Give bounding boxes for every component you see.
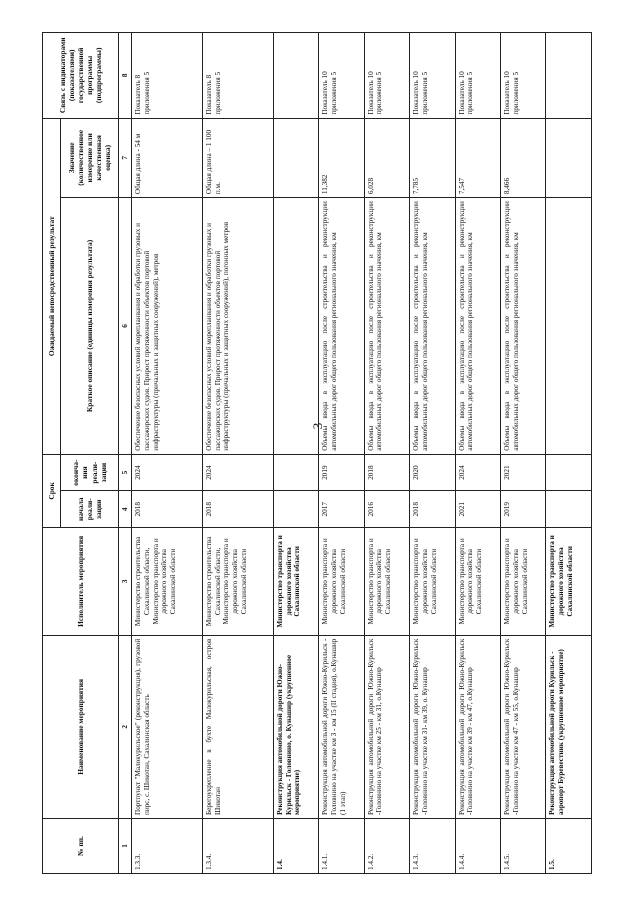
table-row (501, 33, 546, 874)
row-value (273, 118, 318, 197)
col-number: 2 (119, 635, 132, 818)
col-number: 8 (119, 33, 132, 119)
row-value: 6,028 (364, 118, 409, 197)
row-executor: Министерство транспорта и дорожного хозяйства Сахалинской области (273, 528, 318, 636)
row-link: Показатель 10 приложения 5 (410, 33, 455, 119)
row-start: 2018 (132, 491, 203, 528)
row-start: 2018 (202, 491, 273, 528)
row-end (273, 454, 318, 491)
row-link (546, 33, 592, 119)
header-term: Срок (43, 454, 61, 527)
table-row (132, 33, 203, 874)
page-number: 3 (310, 422, 325, 430)
row-value (546, 118, 592, 197)
row-executor: Министерство строительства Сахалинской области, Министерство транспорта и дорожного хозяйства Сахалинской области (132, 528, 203, 636)
row-end: 2018 (364, 454, 409, 491)
row-start: 2019 (501, 491, 546, 528)
row-name: Берегоукрепление в бухте Малокурильская, остров Шикотан (202, 635, 273, 818)
row-start (273, 491, 318, 528)
row-link: Показатель 8 приложения 5 (202, 33, 273, 119)
row-num: 1.5. (546, 819, 592, 874)
row-value: Общая длина – 1 100 п.м. (202, 118, 273, 197)
row-start: 2017 (319, 491, 364, 528)
rotated-page (42, 32, 592, 874)
row-name: Реконструкция автомобильной дороги Южно-Курильск - Головнино на участке км 3 - км 15 (II стадия), о.Кунашир (1 этап) (319, 635, 364, 818)
row-name: Реконструкция автомобильной дороги Южно-Курильск -Головнино на участке км 31- км 39, о. Кунашир (410, 635, 455, 818)
header-description: Краткое описание (единицы измерения результата) (61, 198, 119, 455)
row-end (546, 454, 592, 491)
row-description: Обеспечение безопасных условий морепланвания и обработки грузовых и пассажирских судов. Прирост протяженности объектов портовой инфраструктуры (причальных и защитных сооружений), погонных метров (202, 198, 273, 455)
row-end: 2024 (202, 454, 273, 491)
header-num: № пп. (43, 819, 119, 874)
table-row (364, 33, 409, 874)
row-num: 1.3.4. (202, 819, 273, 874)
row-start (546, 491, 592, 528)
row-link (273, 33, 318, 119)
row-end: 2019 (319, 454, 364, 491)
row-num: 1.4.4. (455, 819, 500, 874)
row-num: 1.3.3. (132, 819, 203, 874)
row-end: 2024 (132, 454, 203, 491)
row-description: Объемы ввода в эксплуатацию после строительства и реконструкции автомобильных дорог общего пользования регионального значения, км (501, 198, 546, 455)
col-number: 6 (119, 198, 132, 455)
row-description (273, 198, 318, 455)
row-num: 1.4.1. (319, 819, 364, 874)
row-num: 1.4. (273, 819, 318, 874)
row-description: Объемы ввода в эксплуатацию после строительства и реконструкции автомобильных дорог общего пользования регионального значения, км (364, 198, 409, 455)
row-link: Показатель 10 приложения 5 (319, 33, 364, 119)
header-end: оконча-ния реали-зации (61, 454, 119, 491)
row-name: Реконструкция автомобильной дороги Южно-Курильск - Головнино, о. Кунашир (укрупненное мероприятие) (273, 635, 318, 818)
header-start: начала реали-зации (61, 491, 119, 528)
row-description: Объемы ввода в эксплуатацию после строительства и реконструкции автомобильных дорог общего пользования регионального значения, км (410, 198, 455, 455)
col-number: 4 (119, 491, 132, 528)
row-name: Реконструкция автомобильной дороги Южно-Курильск -Головнино на участке км 39 - км 47, о.Кунашир (455, 635, 500, 818)
row-executor: Министерство транспорта и дорожного хозяйства Сахалинской области (410, 528, 455, 636)
row-value: 7,785 (410, 118, 455, 197)
header-link: Связь с индикаторами (показателями) государственной программы (подпрограммы) (43, 33, 119, 119)
row-name: Реконструкция автомобильной дороги Южно-Курильск -Головнино на участке км 25 - км 31, о.Кунашир (364, 635, 409, 818)
row-executor: Министерство транспорта и дорожного хозяйства Сахалинской области (364, 528, 409, 636)
row-link: Показатель 10 приложения 5 (455, 33, 500, 119)
header-name: Наименование мероприятия (43, 635, 119, 818)
table-row (455, 33, 500, 874)
row-description: Обеспечение безопасных условий морепланвания и обработки грузовых и пассажирских судов. Прирост протяженности объектов портовой инфраструктуры (причальных и защитных сооружений), метров (132, 198, 203, 455)
row-name: Портпункт "Малокурильское" (реконструкция), грузовой пирс, с. Шикотан, Сахалинская область (132, 635, 203, 818)
table-row (319, 33, 364, 874)
row-end: 2021 (501, 454, 546, 491)
row-end: 2020 (410, 454, 455, 491)
row-link: Показатель 10 приложения 5 (501, 33, 546, 119)
header-result: Ожидаемый непосредственный результат (43, 118, 61, 454)
header-executor: Исполнитель мероприятия (43, 528, 119, 636)
row-link: Показатель 8 приложения 5 (132, 33, 203, 119)
row-executor: Министерство транспорта и дорожного хозяйства Сахалинской области (501, 528, 546, 636)
row-start: 2016 (364, 491, 409, 528)
row-description: Объемы ввода в эксплуатацию после строительства и реконструкции автомобильных дорог общего пользования регионального значения, км (319, 198, 364, 455)
row-num: 1.4.3. (410, 819, 455, 874)
activities-table (42, 32, 592, 874)
col-number: 7 (119, 118, 132, 197)
col-number: 1 (119, 819, 132, 874)
row-description: Объемы ввода в эксплуатацию после строительства и реконструкции автомобильных дорог общего пользования регионального значения, км (455, 198, 500, 455)
row-num: 1.4.2. (364, 819, 409, 874)
row-name: Реконструкция автомобильной дороги Курильск - аэропорт Буревестник (укрупненное мероприятие) (546, 635, 592, 818)
row-value: Общая длина - 54 м (132, 118, 203, 197)
row-end: 2024 (455, 454, 500, 491)
table-row (546, 33, 592, 874)
table-row (273, 33, 318, 874)
row-start: 2021 (455, 491, 500, 528)
row-value: 11,382 (319, 118, 364, 197)
row-executor: Министерство транспорта и дорожного хозяйства Сахалинской области (455, 528, 500, 636)
row-value: 8,466 (501, 118, 546, 197)
row-value: 7,547 (455, 118, 500, 197)
col-number: 3 (119, 528, 132, 636)
row-start: 2018 (410, 491, 455, 528)
row-executor: Министерство строительства Сахалинской области, Министерство транспорта и дорожного хозяйства Сахалинской области (202, 528, 273, 636)
col-number: 5 (119, 454, 132, 491)
table-row (202, 33, 273, 874)
row-link: Показатель 10 приложения 5 (364, 33, 409, 119)
header-value: Значение (количественное измерение или качественная оценка) (61, 118, 119, 197)
row-executor: Министерство транспорта и дорожного хозяйства Сахалинской области (546, 528, 592, 636)
row-executor: Министерство транспорта и дорожного хозяйства Сахалинской области (319, 528, 364, 636)
row-description (546, 198, 592, 455)
row-name: Реконструкция автомобильной дороги Южно-Курильск -Головнино на участке км 47 - км 55, о.Кунашир (501, 635, 546, 818)
table-row (410, 33, 455, 874)
row-num: 1.4.5. (501, 819, 546, 874)
